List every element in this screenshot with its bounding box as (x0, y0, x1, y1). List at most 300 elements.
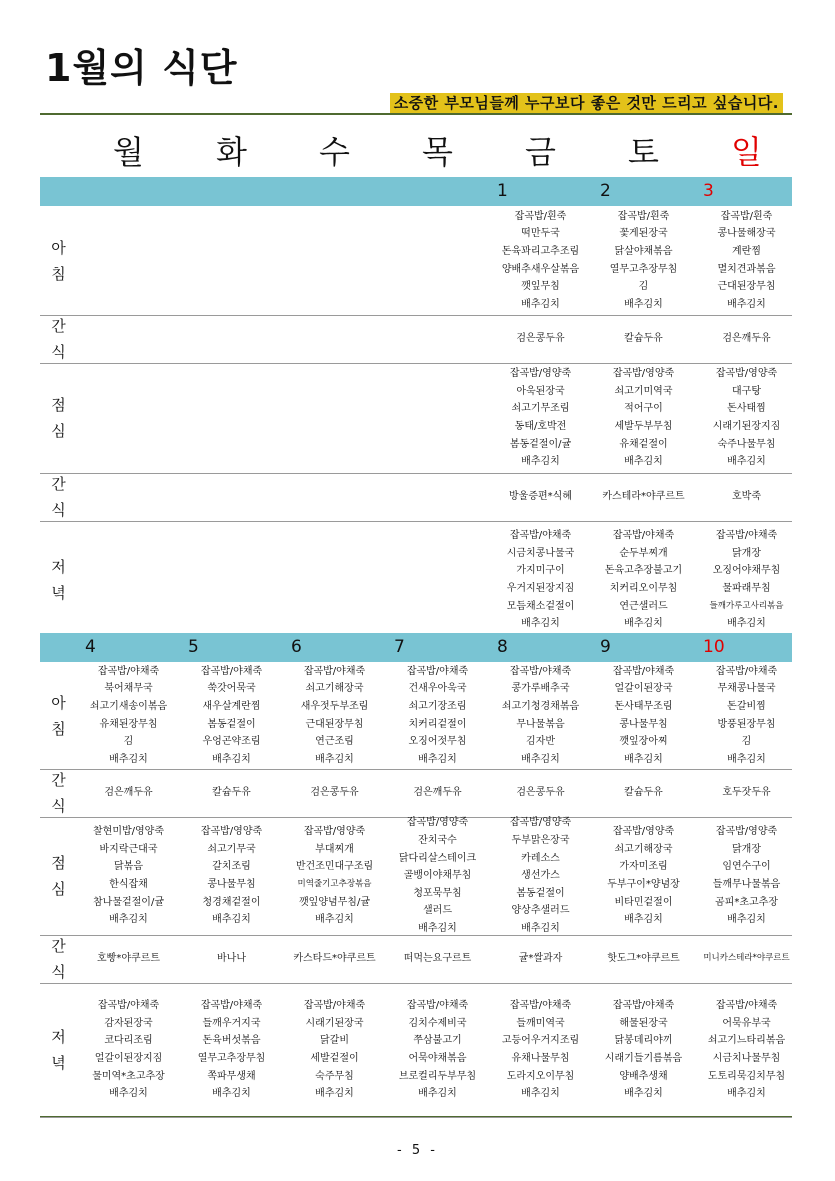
menu-cell (283, 935, 386, 983)
menu-cell (77, 473, 180, 521)
snack-item: 검은콩두유 (516, 787, 565, 799)
meal-label (40, 206, 77, 315)
menu-item: 쪽파무생채 (207, 1070, 256, 1082)
menu-item: 잡곡밥/야채죽 (200, 665, 263, 677)
menu-item: 잡곡밥/야채죽 (303, 665, 366, 677)
menu-cell (180, 315, 283, 363)
meal-label-char: 식 (51, 797, 66, 815)
meal-label-char: 녁 (51, 1054, 66, 1072)
menu-item: 잡곡밥/야채죽 (97, 665, 160, 677)
meal-label (40, 662, 77, 769)
menu-item: 닭봉데리야끼 (614, 1035, 673, 1047)
menu-item: 쇠고기장조림 (408, 700, 467, 712)
menu-item: 김 (638, 281, 649, 293)
menu-cell (180, 769, 283, 817)
menu-item: 봄동겉절이 (207, 718, 256, 730)
menu-item: 잡곡밥/야채죽 (200, 1000, 263, 1012)
menu-item: 반건조민대구조림 (295, 861, 374, 873)
menu-item: 두부맑은장국 (511, 835, 570, 847)
menu-item: 쇠고기미역국 (614, 385, 673, 397)
meal-label (40, 935, 77, 983)
menu-cell (77, 983, 180, 1117)
menu-item: 배추김치 (315, 914, 354, 926)
menu-item: 연근조림 (315, 736, 354, 748)
menu-cell (77, 363, 180, 473)
menu-cell (180, 935, 283, 983)
menu-item: 숙주무침 (315, 1070, 354, 1082)
weekday-mon: 월 (113, 133, 144, 171)
snack-item: 호두잣두유 (722, 787, 771, 799)
meal-label-char: 식 (51, 343, 66, 361)
menu-item: 물파래무침 (722, 583, 771, 594)
menu-item: 봄동겉절이 (516, 887, 565, 899)
menu-item: 배추김치 (727, 456, 766, 468)
snack-item: 카스타드*야쿠르트 (293, 953, 376, 965)
menu-item: 콩나물무침 (207, 879, 256, 890)
menu-item: 쇠고기해장국 (305, 683, 364, 695)
menu-item: 무나물볶음 (516, 718, 565, 730)
menu-item: 세발겉절이 (310, 1053, 359, 1064)
menu-item: 바지락근대국 (99, 843, 158, 855)
menu-item: 잡곡밥/야채죽 (612, 1000, 675, 1012)
meal-label-char: 침 (51, 264, 66, 283)
menu-cell (592, 769, 695, 817)
menu-cell (695, 315, 798, 363)
weekday-sat: 토 (628, 133, 659, 171)
menu-cell (180, 521, 283, 639)
menu-item: 돈육버섯볶음 (202, 1035, 261, 1047)
meal-label (40, 817, 77, 935)
menu-cell (386, 473, 489, 521)
snack-item: 검은콩두유 (516, 333, 565, 345)
menu-item: 닭살야채볶음 (614, 245, 673, 257)
menu-item: 돈사태무조림 (614, 700, 673, 712)
menu-item: 가지미구이 (516, 565, 565, 577)
snack-item: 호박죽 (732, 491, 761, 503)
menu-item: 근대된장무침 (717, 281, 776, 293)
menu-item: 잡곡밥/영양죽 (303, 826, 366, 838)
menu-item: 순두부찌개 (619, 547, 668, 559)
menu-cell (180, 473, 283, 521)
menu-item: 배추김치 (624, 456, 663, 468)
date-number: 9 (600, 637, 611, 657)
menu-item: 배추김치 (624, 914, 663, 926)
menu-item: 돈육꽈리고추조림 (501, 245, 580, 257)
menu-item: 잡곡밥/야채죽 (303, 1000, 366, 1012)
menu-item: 시금치콩나물국 (506, 547, 575, 559)
menu-item: 시래기된장국 (305, 1017, 364, 1029)
weekday-header (40, 130, 792, 175)
menu-item: 한식잡채 (109, 879, 148, 890)
meal-row-dinner (40, 521, 792, 640)
menu-item: 쇠고기해장국 (614, 843, 673, 855)
menu-item: 찰현미밥/영양죽 (93, 826, 164, 838)
menu-item: 잡곡밥/야채죽 (612, 530, 675, 542)
meal-label-char: 심 (51, 880, 66, 898)
menu-cell (77, 769, 180, 817)
menu-cell (386, 662, 489, 769)
snack-item: 칼슘두유 (624, 787, 663, 799)
menu-item: 연근샐러드 (619, 600, 668, 612)
snack-item: 카스테라*야쿠르트 (602, 491, 685, 503)
menu-cell (283, 473, 386, 521)
menu-item: 무채콩나물국 (717, 683, 776, 695)
menu-item: 우엉곤약조림 (202, 736, 261, 748)
menu-cell (489, 983, 592, 1117)
meal-label-char: 식 (51, 963, 66, 981)
menu-cell (695, 363, 798, 473)
menu-cell (386, 817, 489, 935)
menu-item: 배추김치 (418, 922, 457, 934)
menu-item: 배추김치 (315, 1088, 354, 1100)
page-title: 1월의 식단 (45, 46, 238, 90)
menu-cell (386, 983, 489, 1117)
menu-item: 시금치나물무침 (712, 1053, 781, 1064)
menu-item: 배추김치 (624, 753, 663, 765)
menu-item: 잡곡밥/야채죽 (406, 1000, 469, 1012)
menu-cell (489, 315, 592, 363)
menu-item: 대구탕 (732, 385, 761, 397)
menu-item: 배추김치 (109, 914, 148, 926)
menu-item: 배추김치 (727, 298, 766, 310)
meal-label (40, 521, 77, 639)
menu-cell (489, 935, 592, 983)
meal-row-breakfast (40, 662, 792, 770)
menu-cell (77, 935, 180, 983)
date-number: 4 (85, 637, 96, 657)
meal-label (40, 473, 77, 521)
menu-item: 잡곡밥/영양죽 (715, 368, 778, 380)
menu-item: 시래기된장지짐 (712, 421, 781, 432)
menu-item: 쇠고기느타리볶음 (707, 1035, 786, 1047)
snack-item: 검은콩두유 (310, 787, 359, 799)
menu-item: 배추김치 (212, 914, 251, 926)
menu-cell (283, 206, 386, 315)
menu-item: 쑥갓어묵국 (207, 683, 256, 695)
menu-cell (592, 473, 695, 521)
meal-label-char: 아 (51, 238, 66, 257)
menu-cell (489, 206, 592, 315)
menu-cell (489, 473, 592, 521)
menu-item: 잡곡밥/야채죽 (406, 665, 469, 677)
menu-item: 곰피*초고추장 (715, 896, 778, 908)
snack-item: 칼슘두유 (624, 333, 663, 345)
menu-item: 김자반 (526, 736, 555, 748)
date-bar (40, 633, 792, 662)
menu-item: 배추김치 (624, 298, 663, 310)
menu-cell (77, 521, 180, 639)
menu-item: 배추김치 (315, 753, 354, 765)
meal-row-snack_pm (40, 473, 792, 522)
menu-item: 잡곡밥/야채죽 (509, 665, 572, 677)
menu-item: 우거지된장지짐 (506, 583, 575, 594)
menu-item: 배추김치 (521, 1088, 560, 1100)
menu-item: 봄동겉절이/귤 (509, 438, 572, 450)
menu-cell (180, 817, 283, 935)
menu-item: 배추김치 (521, 753, 560, 765)
menu-item: 잡곡밥/영양죽 (406, 817, 469, 829)
menu-item: 동태/호박전 (514, 421, 567, 432)
menu-item: 비타민겉절이 (614, 896, 673, 908)
menu-item: 얼갈이된장지짐 (94, 1053, 163, 1064)
date-number: 1 (497, 181, 508, 201)
menu-item: 돈육고추장불고기 (604, 565, 683, 577)
menu-item: 열무고추장무침 (609, 263, 678, 275)
date-bar (40, 177, 792, 206)
menu-item: 잡곡밥/흰죽 (514, 210, 567, 222)
menu-item: 잡곡밥/영양죽 (509, 817, 572, 829)
menu-item: 근대된장무침 (305, 718, 364, 730)
menu-item: 새우젓두부조림 (300, 700, 369, 712)
meal-label-char: 점 (51, 396, 66, 414)
snack-item: 호빵*야쿠르트 (97, 953, 160, 965)
menu-item: 감자된장국 (104, 1017, 153, 1029)
menu-item: 방풍된장무침 (717, 718, 776, 730)
menu-item: 닭갈비 (320, 1035, 349, 1047)
menu-item: 유채나물무침 (511, 1053, 570, 1064)
snack-item: 검은깨두유 (722, 333, 771, 345)
menu-item: 얼갈이된장국 (614, 683, 673, 695)
menu-cell (695, 521, 798, 639)
meal-label-char: 녁 (51, 584, 66, 602)
date-number: 2 (600, 181, 611, 201)
menu-item: 쇠고기청경채볶음 (501, 700, 580, 712)
meal-label (40, 769, 77, 817)
menu-cell (592, 983, 695, 1117)
date-number: 5 (188, 637, 199, 657)
menu-cell (386, 769, 489, 817)
menu-cell (180, 662, 283, 769)
menu-item: 카레소스 (521, 852, 560, 864)
menu-item: 배추김치 (727, 1088, 766, 1100)
snack-item: 바나나 (217, 953, 246, 965)
menu-item: 들깨가루고사리볶음 (709, 600, 784, 611)
menu-cell (283, 662, 386, 769)
menu-cell (283, 769, 386, 817)
menu-cell (592, 315, 695, 363)
menu-item: 양배추생채 (619, 1070, 668, 1082)
menu-item: 잡곡밥/영양죽 (612, 826, 675, 838)
menu-cell (592, 662, 695, 769)
menu-item: 콩나물해장국 (717, 228, 776, 240)
meal-row-dinner (40, 983, 792, 1118)
snack-item: 칼슘두유 (212, 787, 251, 799)
menu-cell (489, 363, 592, 473)
menu-item: 잡곡밥/야채죽 (715, 1000, 778, 1012)
menu-item: 배추김치 (521, 618, 560, 630)
snack-item: 방울증편*식혜 (509, 491, 572, 503)
weekday-thu: 목 (422, 133, 453, 171)
menu-item: 적어구이 (624, 403, 663, 415)
menu-item: 샐러드 (423, 905, 452, 917)
menu-item: 김 (123, 736, 134, 748)
menu-item: 어묵야채볶음 (408, 1053, 467, 1064)
menu-item: 잡곡밥/야채죽 (612, 665, 675, 677)
menu-cell (180, 363, 283, 473)
menu-item: 양배추새우살볶음 (501, 263, 580, 275)
menu-item: 배추김치 (109, 753, 148, 765)
menu-cell (77, 315, 180, 363)
menu-item: 잡곡밥/야채죽 (715, 665, 778, 677)
menu-cell (386, 935, 489, 983)
meal-label (40, 315, 77, 363)
menu-item: 미역줄기고추장볶음 (297, 879, 372, 889)
menu-item: 돈사태찜 (727, 403, 766, 415)
meal-label-char: 식 (51, 501, 66, 519)
menu-item: 오징어야채무침 (712, 565, 781, 577)
menu-item: 닭볶음 (114, 861, 143, 873)
menu-item: 배추김치 (624, 1088, 663, 1100)
weekday-sun: 일 (731, 133, 762, 171)
menu-cell (592, 935, 695, 983)
meal-label-char: 저 (51, 558, 66, 576)
meal-label-char: 간 (51, 475, 66, 493)
menu-item: 해물된장국 (619, 1017, 668, 1029)
page-number: - 5 - (397, 1143, 438, 1158)
menu-item: 깻잎양념무침/귤 (299, 896, 370, 908)
menu-item: 김 (741, 736, 752, 748)
menu-cell (592, 206, 695, 315)
menu-item: 배추김치 (212, 753, 251, 765)
menu-cell (695, 769, 798, 817)
menu-cell (592, 363, 695, 473)
menu-item: 잡곡밥/흰죽 (720, 210, 773, 222)
menu-cell (283, 817, 386, 935)
snack-item: 귤*쌀과자 (518, 953, 563, 965)
meal-label (40, 983, 77, 1117)
menu-item: 어묵유부국 (722, 1017, 771, 1029)
menu-cell (489, 521, 592, 639)
menu-item: 도토리묵김치무침 (707, 1070, 786, 1082)
menu-item: 잡곡밥/야채죽 (715, 530, 778, 542)
menu-item: 잔치국수 (418, 835, 457, 847)
menu-item: 잡곡밥/영양죽 (715, 826, 778, 838)
slogan-banner: 소중한 부모님들께 누구보다 좋은 것만 드리고 싶습니다. (390, 93, 783, 114)
snack-item: 핫도그*야쿠르트 (607, 953, 680, 965)
top-divider (40, 113, 792, 115)
menu-item: 닭다리살스테이크 (398, 852, 477, 864)
menu-cell (283, 315, 386, 363)
menu-cell (77, 817, 180, 935)
menu-item: 들깨무나물볶음 (712, 879, 781, 890)
menu-item: 시래기들기름볶음 (604, 1053, 683, 1064)
menu-item: 잡곡밥/흰죽 (617, 210, 670, 222)
menu-item: 갈치조림 (212, 861, 251, 873)
menu-item: 잡곡밥/야채죽 (509, 530, 572, 542)
menu-item: 멸치견과볶음 (717, 263, 776, 275)
snack-item: 검은깨두유 (104, 787, 153, 799)
menu-cell (180, 983, 283, 1117)
menu-item: 유채된장무침 (99, 718, 158, 730)
menu-item: 가자미조림 (619, 861, 668, 873)
menu-item: 새우살계란찜 (202, 700, 261, 712)
menu-cell (77, 662, 180, 769)
meal-label-char: 간 (51, 937, 66, 955)
menu-cell (386, 363, 489, 473)
snack-item: 검은깨두유 (413, 787, 462, 799)
menu-item: 잡곡밥/영양죽 (200, 826, 263, 838)
menu-item: 코다리조림 (104, 1035, 153, 1047)
snack-item: 미니카스테라*야쿠르트 (703, 953, 790, 964)
menu-item: 참나물겉절이/귤 (93, 896, 164, 908)
menu-cell (386, 206, 489, 315)
weekday-tue: 화 (216, 133, 247, 171)
menu-cell (180, 206, 283, 315)
menu-item: 북어채무국 (104, 683, 153, 695)
menu-item: 아욱된장국 (516, 385, 565, 397)
meal-row-breakfast (40, 206, 792, 316)
menu-item: 쇠고기무국 (207, 843, 256, 855)
menu-item: 콩가루배추국 (511, 683, 570, 695)
menu-item: 치커리오이무침 (609, 583, 678, 594)
menu-item: 들깨우거지국 (202, 1017, 261, 1029)
menu-cell (489, 662, 592, 769)
menu-cell (386, 521, 489, 639)
menu-item: 배추김치 (212, 1088, 251, 1100)
menu-item: 콩나물무침 (619, 718, 668, 730)
menu-cell (489, 769, 592, 817)
menu-cell (386, 315, 489, 363)
weekday-fri: 금 (525, 133, 556, 171)
menu-cell (283, 363, 386, 473)
menu-item: 청경채겉절이 (202, 896, 261, 908)
menu-item: 브로컬리두부무침 (398, 1070, 477, 1082)
menu-item: 배추김치 (418, 1088, 457, 1100)
menu-item: 생선가스 (521, 870, 560, 882)
menu-item: 배추김치 (727, 914, 766, 926)
menu-item: 부대찌개 (315, 843, 354, 855)
menu-cell (489, 817, 592, 935)
menu-item: 유채겉절이 (619, 438, 668, 450)
menu-cell (695, 662, 798, 769)
menu-item: 물미역*초고추장 (92, 1070, 165, 1082)
menu-item: 잡곡밥/야채죽 (97, 1000, 160, 1012)
menu-cell (695, 983, 798, 1117)
menu-item: 열무고추장무침 (197, 1053, 266, 1064)
meal-row-lunch (40, 363, 792, 474)
menu-item: 모듬채소겉절이 (506, 600, 575, 612)
menu-item: 쇠고기새송이볶음 (89, 700, 168, 712)
menu-item: 도라지오이무침 (506, 1070, 575, 1082)
meal-label-char: 간 (51, 317, 66, 335)
meal-label-char: 아 (51, 693, 66, 712)
meal-label-char: 간 (51, 771, 66, 789)
menu-item: 임연수구이 (722, 861, 771, 873)
menu-item: 배추김치 (727, 753, 766, 765)
date-number: 10 (703, 637, 725, 657)
meal-label (40, 363, 77, 473)
menu-cell (592, 817, 695, 935)
menu-item: 고등어우거지조림 (501, 1035, 580, 1047)
menu-item: 배추김치 (624, 618, 663, 630)
meal-row-snack_pm (40, 935, 792, 984)
menu-cell (695, 817, 798, 935)
menu-cell (695, 935, 798, 983)
menu-item: 계란찜 (732, 245, 761, 257)
meal-row-snack_am (40, 315, 792, 364)
meal-label-char: 심 (51, 422, 66, 440)
menu-item: 오징어젓무침 (408, 736, 467, 748)
menu-item: 김치수제비국 (408, 1017, 467, 1029)
meal-label-char: 점 (51, 854, 66, 872)
menu-cell (283, 521, 386, 639)
menu-item: 돈갈비찜 (727, 700, 766, 712)
menu-item: 들깨미역국 (516, 1017, 565, 1029)
menu-item: 골뱅이야채무침 (403, 870, 472, 882)
menu-cell (283, 983, 386, 1117)
menu-item: 배추김치 (521, 456, 560, 468)
date-number: 8 (497, 637, 508, 657)
